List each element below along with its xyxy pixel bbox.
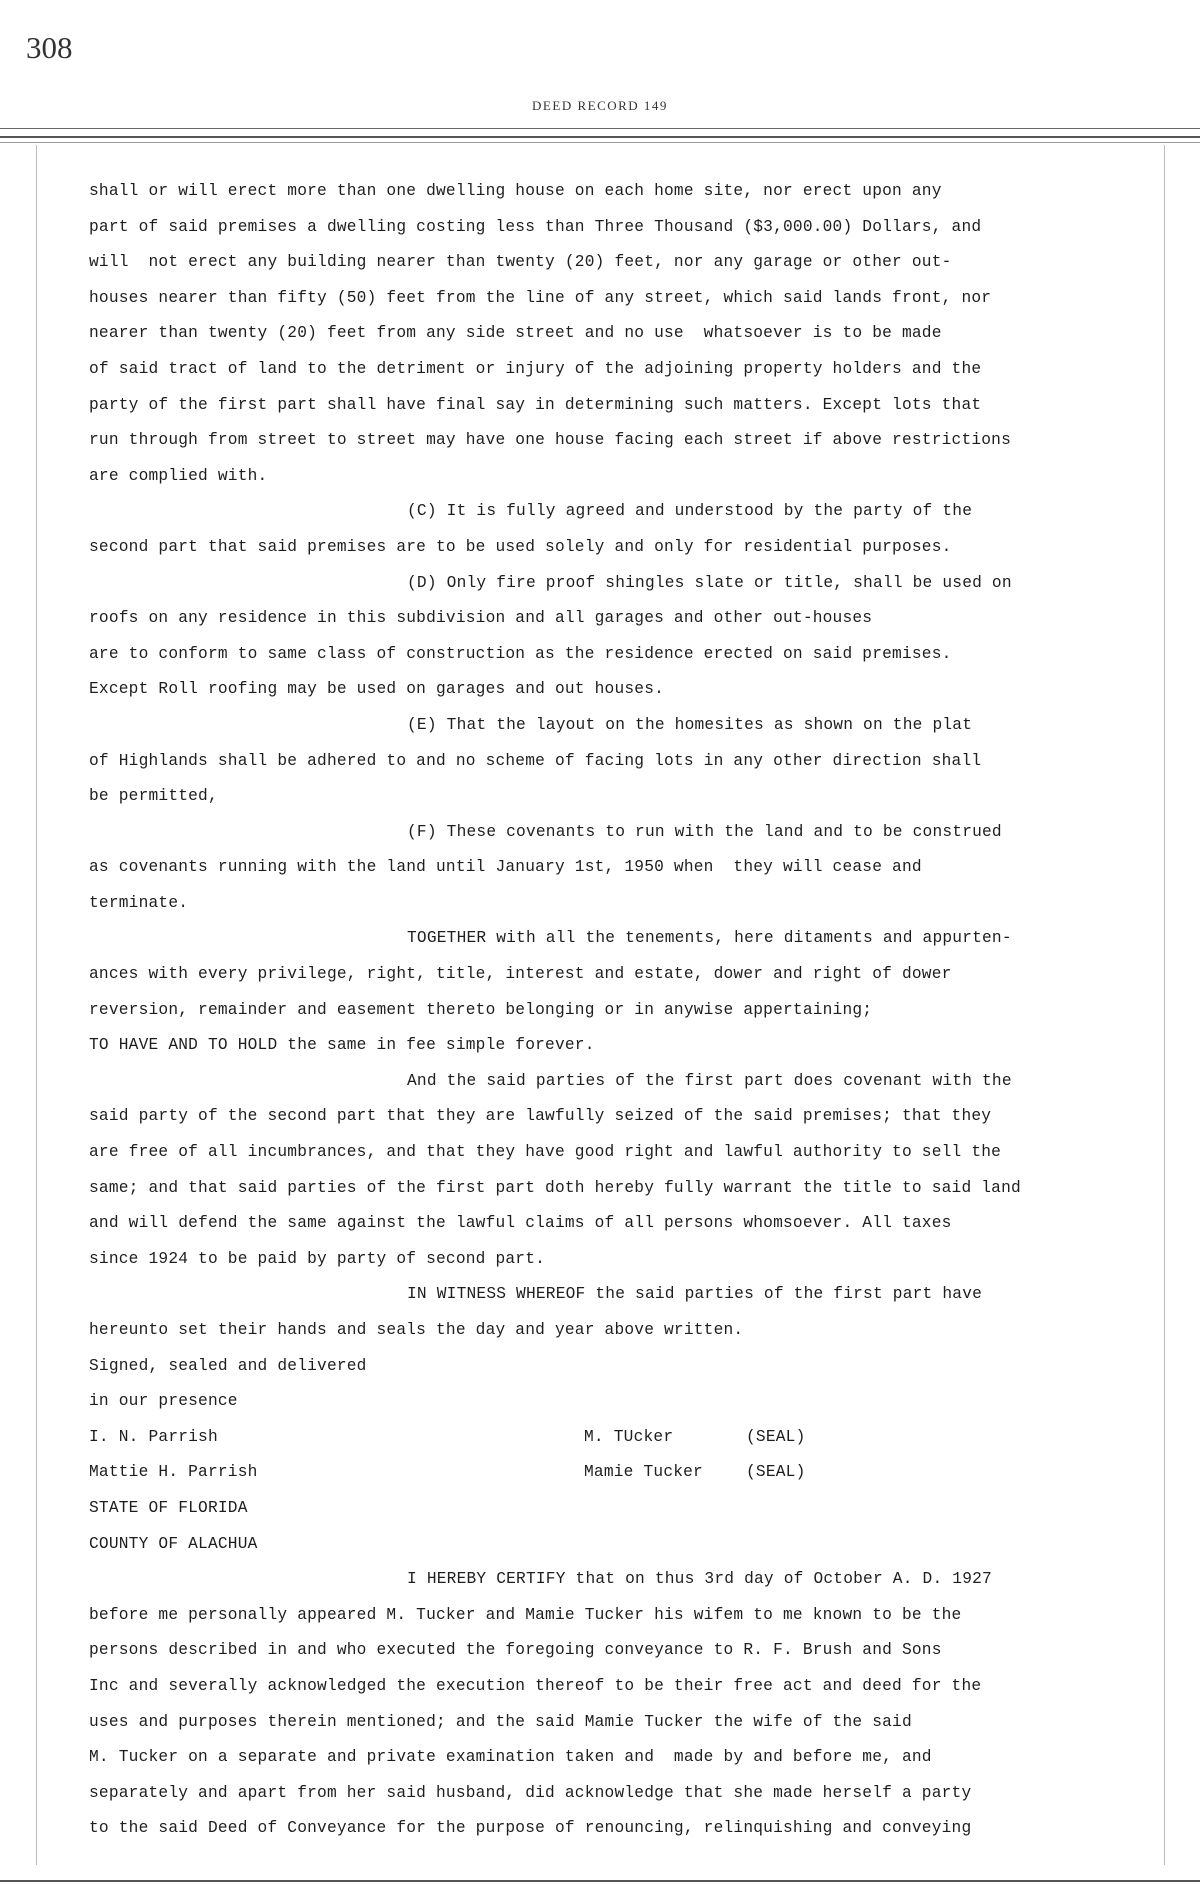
text-line: part of said premises a dwelling costing less than Three Thousand ($3,000.00) Dollars, and [89,217,982,236]
deed-body [89,174,1089,1847]
left-margin-rule [36,145,37,1865]
text-line: said party of the second part that they are lawfully seized of the said premises; that they [89,1107,992,1126]
text-line: IN WITNESS WHEREOF the said parties of the first part have [407,1285,983,1304]
running-title: DEED RECORD 149 [532,98,668,113]
text-line: TOGETHER with all the tenements, here ditaments and appurten- [407,929,1012,948]
text-line: nearer than twenty (20) feet from any side street and no use whatsoever is to be made [89,324,942,343]
text-line: hereunto set their hands and seals the day and year above written. [89,1321,744,1339]
text-line: terminate. [89,893,189,912]
signature-row [89,1455,1089,1491]
text-line: in our presence [89,1392,238,1411]
text-line: And the said parties of the first part does covenant with the [407,1071,1012,1090]
witness-name: I. N. Parrish [89,1427,218,1446]
text-line: (F) These covenants to run with the land and to be construed [407,822,1002,841]
text-line: to the said Deed of Conveyance for the purpose of renouncing, relinquishing and conveying [89,1819,972,1838]
text-line: since 1924 to be paid by party of second part. [89,1249,546,1268]
header-rule [0,142,1200,143]
grantor-name: Mamie Tucker [584,1463,703,1482]
text-line: shall or will erect more than one dwelling house on each home site, nor erect upon any [89,182,942,200]
witness-name: Mattie H. Parrish [89,1463,258,1482]
text-line: will not erect any building nearer than twenty (20) feet, nor any garage or other out- [89,253,952,272]
text-line: same; and that said parties of the first part doth hereby fully warrant the title to said land [89,1178,1021,1197]
text-line: reversion, remainder and easement thereto belonging or in anywise appertaining; [89,1000,873,1019]
text-line: persons described in and who executed the foregoing conveyance to R. F. Brush and Sons [89,1641,942,1660]
text-line: (D) Only fire proof shingles slate or title, shall be used on [407,573,1012,592]
right-margin-rule [1164,145,1165,1865]
seal-mark: (SEAL) [746,1463,806,1482]
text-line: are to conform to same class of construction as the residence erected on said premises. [89,644,952,663]
text-line: as covenants running with the land until January 1st, 1950 when they will cease and [89,858,922,877]
text-line: second part that said premises are to be used solely and only for residential purposes. [89,537,952,556]
text-line: I HEREBY CERTIFY that on thus 3rd day of October A. D. 1927 [407,1570,992,1589]
text-line: (C) It is fully agreed and understood by the party of the [407,502,973,521]
header-rule [0,136,1200,138]
text-line: are complied with. [89,466,268,485]
text-line: be permitted, [89,787,218,806]
text-line: houses nearer than fifty (50) feet from the line of any street, which said lands front, nor [89,288,992,307]
text-line: (E) That the layout on the homesites as shown on the plat [407,715,973,734]
text-line: STATE OF FLORIDA [89,1498,248,1517]
text-line: Inc and severally acknowledged the execution thereof to be their free act and deed for the [89,1676,982,1695]
text-line: ances with every privilege, right, title, interest and estate, dower and right of dower [89,965,952,984]
text-line: of Highlands shall be adhered to and no scheme of facing lots in any other direction shall [89,751,982,770]
text-line: Except Roll roofing may be used on garages and out houses. [89,680,665,699]
bottom-rule [0,1880,1200,1882]
text-line: run through from street to street may have one house facing each street if above restrictions [89,431,1012,450]
text-line: Signed, sealed and delivered [89,1356,367,1375]
seal-mark: (SEAL) [746,1427,806,1446]
page-number: 308 [26,30,73,65]
text-line: roofs on any residence in this subdivision and all garages and other out-houses [89,609,873,628]
signature-row [89,1420,1089,1456]
header-rule [0,128,1200,129]
text-line: M. Tucker on a separate and private examination taken and made by and before me, and [89,1748,932,1767]
text-line: before me personally appeared M. Tucker and Mamie Tucker his wifem to me known to be the [89,1605,962,1624]
text-line: TO HAVE AND TO HOLD the same in fee simple forever. [89,1036,595,1055]
text-line: are free of all incumbrances, and that they have good right and lawful authority to sell the [89,1143,1002,1162]
text-line: uses and purposes therein mentioned; and the said Mamie Tucker the wife of the said [89,1712,912,1731]
text-line: separately and apart from her said husband, did acknowledge that she made herself a party [89,1783,972,1802]
text-line: party of the first part shall have final say in determining such matters. Except lots that [89,395,982,414]
text-line: COUNTY OF ALACHUA [89,1534,258,1553]
text-line: of said tract of land to the detriment or injury of the adjoining property holders and the [89,359,982,378]
text-line: and will defend the same against the lawful claims of all persons whomsoever. All taxes [89,1214,952,1233]
grantor-name: M. TUcker [584,1427,674,1446]
